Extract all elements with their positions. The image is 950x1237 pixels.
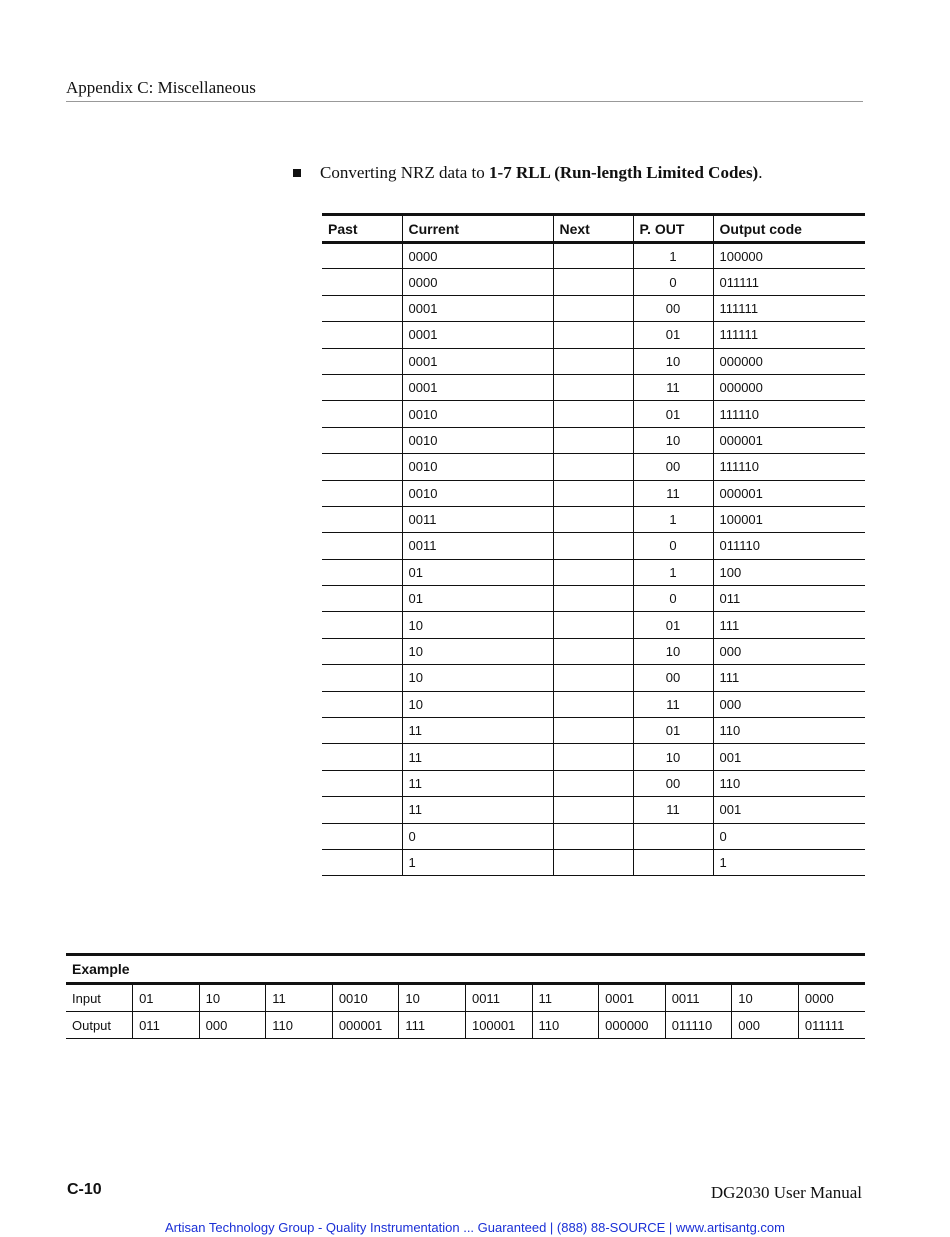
table-cell: 0 [633,533,713,559]
table-cell: 0001 [402,295,553,321]
table-row [322,401,865,427]
table-cell: 111111 [713,295,865,321]
table-cell [633,849,713,875]
table-cell: 0 [633,269,713,295]
example-cell: 000000 [599,1012,666,1039]
table-cell: 11 [633,691,713,717]
table-cell: 0010 [402,427,553,453]
table-cell: 0010 [402,401,553,427]
table-cell: 10 [402,691,553,717]
table-cell: 1 [633,243,713,269]
example-cell: 0011 [465,984,532,1012]
running-header: Appendix C: Miscellaneous [66,78,863,102]
intro-prefix: Converting NRZ data to [320,163,490,182]
table-cell [553,243,633,269]
table-cell [322,348,402,374]
table-cell: 0 [633,586,713,612]
example-cell: 110 [532,1012,599,1039]
intro-bullet-item [293,163,762,183]
table-row [322,718,865,744]
table-cell: 0 [402,823,553,849]
intro-text [320,163,762,183]
table-cell [322,243,402,269]
table-cell: 10 [633,744,713,770]
table-cell: 01 [402,559,553,585]
table-cell [553,744,633,770]
table-cell: 111110 [713,401,865,427]
table-cell: 0001 [402,374,553,400]
table-row [322,586,865,612]
table-cell [322,533,402,559]
table-row [322,243,865,269]
table-cell: 110 [713,718,865,744]
example-table [66,953,865,1039]
table-cell: 000 [713,638,865,664]
table-cell: 11 [633,480,713,506]
table-cell [322,401,402,427]
vendor-footer-link[interactable]: Artisan Technology Group - Quality Instrumentation ... Guaranteed | (888) 88-SOURCE | www.artisantg.com [165,1220,785,1235]
table-cell: 001 [713,744,865,770]
rll-table-body [322,243,865,876]
table-cell: 0 [713,823,865,849]
table-cell [553,612,633,638]
table-cell: 11 [402,744,553,770]
table-row [322,348,865,374]
table-cell [553,559,633,585]
example-row [66,1012,865,1039]
table-row [322,506,865,532]
rll-column-header: Past [322,215,402,243]
table-cell: 1 [713,849,865,875]
table-cell [553,797,633,823]
table-cell [553,427,633,453]
table-cell [553,691,633,717]
table-cell [322,718,402,744]
table-cell [553,506,633,532]
example-cell: 100001 [465,1012,532,1039]
example-cell: 0000 [798,984,865,1012]
example-cell: 11 [266,984,333,1012]
table-cell [322,849,402,875]
example-cell: 011110 [665,1012,732,1039]
rll-column-header: Output code [713,215,865,243]
table-cell [322,612,402,638]
table-cell [553,718,633,744]
table-cell [553,638,633,664]
table-row [322,638,865,664]
table-cell: 0010 [402,454,553,480]
table-cell: 01 [633,322,713,348]
intro-suffix: . [758,163,763,182]
example-title: Example [66,955,865,984]
table-cell [322,427,402,453]
example-cell: 10 [399,984,466,1012]
table-cell: 0011 [402,533,553,559]
table-cell [553,454,633,480]
table-cell [322,797,402,823]
table-cell [553,348,633,374]
table-cell: 00 [633,665,713,691]
table-row [322,559,865,585]
example-cell: 10 [199,984,266,1012]
table-cell: 000 [713,691,865,717]
table-row [322,665,865,691]
table-cell [322,665,402,691]
square-bullet-icon [293,169,301,177]
table-cell: 00 [633,295,713,321]
table-cell [553,823,633,849]
table-cell: 011 [713,586,865,612]
table-cell: 111 [713,612,865,638]
table-cell: 111110 [713,454,865,480]
table-cell: 111111 [713,322,865,348]
table-row [322,849,865,875]
table-cell: 11 [633,374,713,400]
table-cell [553,533,633,559]
table-cell: 11 [633,797,713,823]
table-cell [553,401,633,427]
table-cell [322,480,402,506]
table-cell: 0000 [402,243,553,269]
example-cell: 110 [266,1012,333,1039]
table-cell [322,559,402,585]
table-cell [553,586,633,612]
rll-header-row [322,215,865,243]
example-row-label: Input [66,984,133,1012]
table-cell: 11 [402,797,553,823]
example-cell: 11 [532,984,599,1012]
example-cell: 01 [133,984,200,1012]
table-cell: 01 [402,586,553,612]
table-row [322,823,865,849]
table-row [322,427,865,453]
table-cell: 01 [633,718,713,744]
table-cell: 000001 [713,480,865,506]
table-cell: 10 [633,348,713,374]
table-cell: 0000 [402,269,553,295]
table-cell [553,374,633,400]
rll-column-header: Current [402,215,553,243]
table-row [322,770,865,796]
manual-title: DG2030 User Manual [710,1183,862,1202]
table-cell [553,665,633,691]
example-cell: 000001 [332,1012,399,1039]
table-cell [553,295,633,321]
table-cell [322,691,402,717]
example-cell: 10 [732,984,799,1012]
table-cell: 10 [402,665,553,691]
table-cell [322,454,402,480]
table-cell [322,322,402,348]
table-cell: 100001 [713,506,865,532]
table-cell: 001 [713,797,865,823]
example-cell: 011 [133,1012,200,1039]
example-cell: 000 [199,1012,266,1039]
table-cell: 000000 [713,374,865,400]
example-cell: 000 [732,1012,799,1039]
table-cell: 00 [633,770,713,796]
table-cell: 00 [633,454,713,480]
example-row [66,984,865,1012]
table-cell: 0011 [402,506,553,532]
table-cell: 11 [402,718,553,744]
table-row [322,533,865,559]
intro-bold: 1-7 RLL (Run-length Limited Codes) [489,163,759,182]
table-cell [322,295,402,321]
table-cell: 10 [402,612,553,638]
table-cell [322,506,402,532]
rll-conversion-table [322,213,865,876]
table-cell: 1 [633,506,713,532]
table-cell: 100 [713,559,865,585]
example-cell: 111 [399,1012,466,1039]
example-table-body [66,984,865,1039]
table-cell: 01 [633,401,713,427]
table-cell [322,269,402,295]
table-cell [322,823,402,849]
table-cell: 0001 [402,322,553,348]
table-cell: 100000 [713,243,865,269]
example-row-label: Output [66,1012,133,1039]
table-row [322,797,865,823]
table-cell: 011111 [713,269,865,295]
table-row [322,744,865,770]
table-cell: 111 [713,665,865,691]
table-cell: 0010 [402,480,553,506]
page-number: C-10 [67,1181,102,1198]
table-cell: 0001 [402,348,553,374]
table-cell: 10 [633,638,713,664]
table-cell: 10 [402,638,553,664]
table-cell: 011110 [713,533,865,559]
table-cell [553,322,633,348]
table-cell [322,374,402,400]
table-cell: 000000 [713,348,865,374]
rll-column-header: P. OUT [633,215,713,243]
table-cell: 01 [633,612,713,638]
rll-column-header: Next [553,215,633,243]
table-row [322,454,865,480]
table-row [322,374,865,400]
table-cell: 110 [713,770,865,796]
table-cell [322,586,402,612]
example-cell: 011111 [798,1012,865,1039]
table-row [322,295,865,321]
table-cell: 11 [402,770,553,796]
table-cell [633,823,713,849]
table-cell: 1 [402,849,553,875]
table-row [322,612,865,638]
table-cell: 000001 [713,427,865,453]
table-row [322,322,865,348]
table-row [322,269,865,295]
table-cell [322,770,402,796]
table-cell: 10 [633,427,713,453]
table-cell: 1 [633,559,713,585]
example-cell: 0010 [332,984,399,1012]
table-cell [553,849,633,875]
example-cell: 0001 [599,984,666,1012]
table-row [322,480,865,506]
table-cell [553,480,633,506]
example-cell: 0011 [665,984,732,1012]
table-cell [322,744,402,770]
table-row [322,691,865,717]
table-cell [322,638,402,664]
table-cell [553,269,633,295]
table-cell [553,770,633,796]
